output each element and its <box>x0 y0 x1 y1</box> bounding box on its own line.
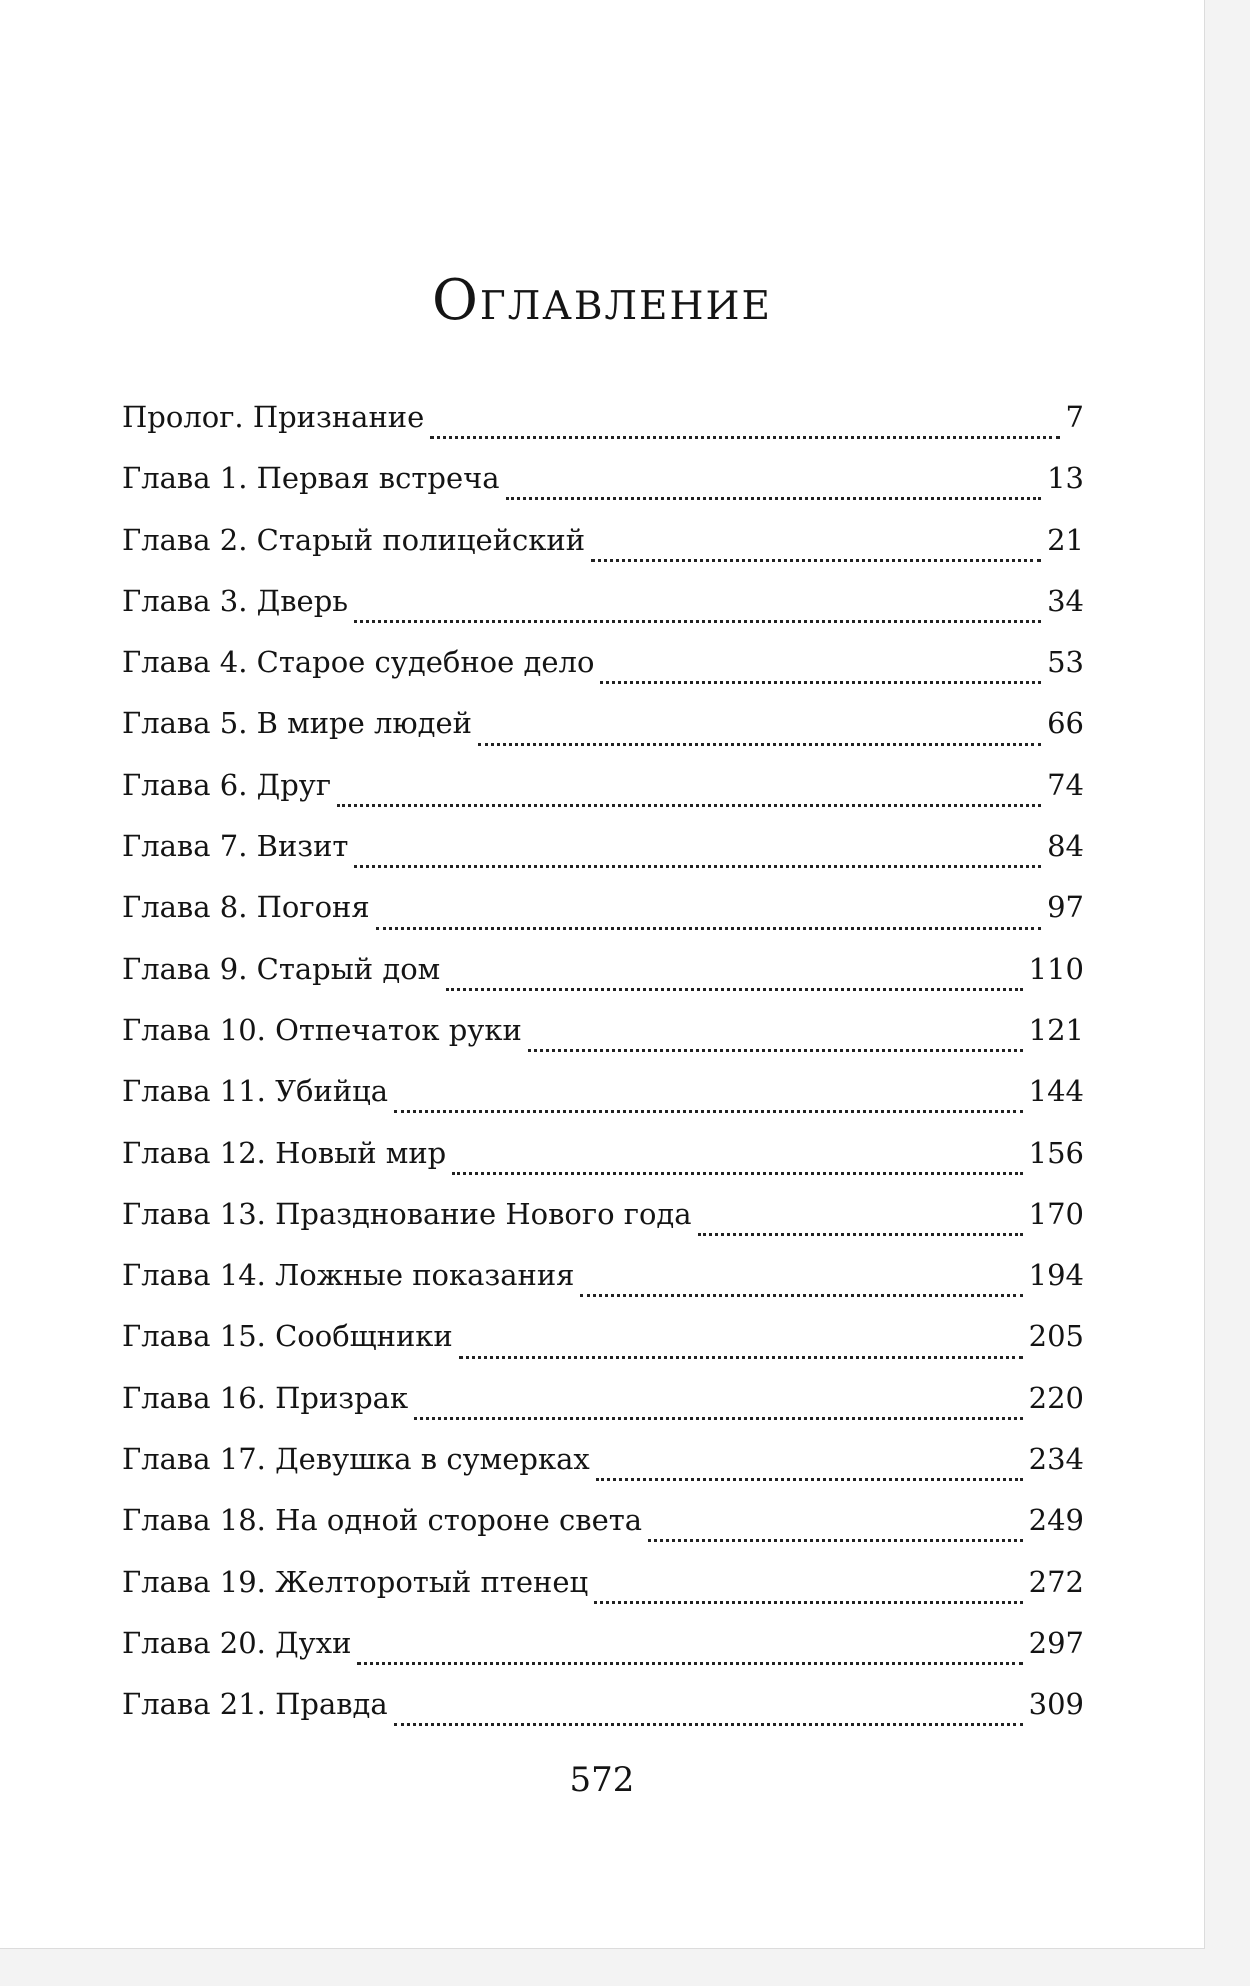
page-title: Оглавление <box>432 268 772 333</box>
toc-entry-page: 144 <box>1028 1074 1084 1109</box>
toc-entry-page: 34 <box>1047 583 1084 618</box>
dot-leader <box>414 1417 1023 1420</box>
toc-entry-title: Глава 9. Старый дом <box>122 951 441 986</box>
toc-entry-page: 297 <box>1028 1625 1084 1660</box>
toc-entry-page: 13 <box>1047 461 1084 496</box>
toc-entry-page: 220 <box>1028 1380 1084 1415</box>
dot-leader <box>446 988 1022 991</box>
toc-entry-page: 205 <box>1028 1319 1084 1354</box>
toc-entry[interactable] <box>122 1565 1084 1626</box>
dot-leader <box>506 497 1042 500</box>
toc-entry-title: Глава 16. Призрак <box>122 1380 409 1415</box>
toc-entry[interactable] <box>122 584 1084 645</box>
dot-leader <box>528 1049 1023 1052</box>
toc-entry[interactable] <box>122 1197 1084 1258</box>
toc-entry[interactable] <box>122 523 1084 584</box>
toc-entry[interactable] <box>122 400 1084 461</box>
toc-entry-title: Глава 8. Погоня <box>122 890 370 925</box>
dot-leader <box>594 1601 1023 1604</box>
toc-entry-title: Глава 11. Убийца <box>122 1074 389 1109</box>
toc-entry-title: Глава 14. Ложные показания <box>122 1258 575 1293</box>
toc-entry[interactable] <box>122 1074 1084 1135</box>
toc-entry-title: Глава 6. Друг <box>122 767 332 802</box>
toc-entry-page: 121 <box>1028 1012 1084 1047</box>
toc-entry-title: Глава 7. Визит <box>122 829 349 864</box>
toc-entry[interactable] <box>122 1381 1084 1442</box>
toc-entry-page: 249 <box>1028 1503 1084 1538</box>
dot-leader <box>698 1233 1023 1236</box>
page-number: 572 <box>569 1760 635 1800</box>
toc-entry[interactable] <box>122 768 1084 829</box>
toc-entry[interactable] <box>122 645 1084 706</box>
toc-entry-page: 97 <box>1047 890 1084 925</box>
toc-entry[interactable] <box>122 1258 1084 1319</box>
table-of-contents <box>122 400 1084 1749</box>
toc-entry-page: 21 <box>1047 522 1084 557</box>
toc-entry-page: 156 <box>1028 1135 1084 1170</box>
toc-entry[interactable] <box>122 461 1084 522</box>
toc-entry-title: Глава 17. Девушка в сумерках <box>122 1442 590 1477</box>
dot-leader <box>459 1356 1023 1359</box>
toc-entry-title: Глава 21. Правда <box>122 1687 388 1722</box>
dot-leader <box>376 927 1041 930</box>
toc-entry[interactable] <box>122 829 1084 890</box>
toc-entry-title: Глава 20. Духи <box>122 1625 352 1660</box>
dot-leader <box>394 1723 1023 1726</box>
toc-entry-title: Глава 4. Старое судебное дело <box>122 645 595 680</box>
toc-entry[interactable] <box>122 1687 1084 1748</box>
toc-entry-title: Глава 1. Первая встреча <box>122 461 500 496</box>
dot-leader <box>478 743 1041 746</box>
toc-entry-page: 7 <box>1065 400 1084 434</box>
dot-leader <box>354 865 1041 868</box>
toc-entry[interactable] <box>122 706 1084 767</box>
toc-entry-page: 272 <box>1028 1564 1084 1599</box>
toc-entry-title: Глава 19. Желторотый птенец <box>122 1564 589 1599</box>
toc-entry-title: Глава 13. Празднование Нового года <box>122 1196 692 1231</box>
toc-entry-page: 74 <box>1047 767 1084 802</box>
toc-entry-title: Глава 5. В мире людей <box>122 706 473 741</box>
toc-entry[interactable] <box>122 890 1084 951</box>
dot-leader <box>648 1539 1023 1542</box>
dot-leader <box>452 1172 1022 1175</box>
dot-leader <box>596 1478 1023 1481</box>
toc-entry-page: 53 <box>1047 645 1084 680</box>
dot-leader <box>337 804 1041 807</box>
toc-entry[interactable] <box>122 1319 1084 1380</box>
toc-entry[interactable] <box>122 1503 1084 1564</box>
toc-entry-title: Глава 18. На одной стороне света <box>122 1503 643 1538</box>
toc-entry-page: 170 <box>1028 1196 1084 1231</box>
toc-entry[interactable] <box>122 1442 1084 1503</box>
toc-entry-title: Глава 15. Сообщники <box>122 1319 453 1354</box>
toc-entry-page: 84 <box>1047 829 1084 864</box>
toc-entry-title: Пролог. Признание <box>122 400 425 434</box>
dot-leader <box>354 620 1041 623</box>
toc-entry-page: 194 <box>1028 1258 1084 1293</box>
dot-leader <box>430 436 1059 439</box>
toc-entry-title: Глава 2. Старый полицейский <box>122 522 586 557</box>
toc-entry-title: Глава 12. Новый мир <box>122 1135 447 1170</box>
toc-entry-title: Глава 3. Дверь <box>122 583 349 618</box>
toc-entry[interactable] <box>122 1013 1084 1074</box>
toc-entry-page: 66 <box>1047 706 1084 741</box>
toc-entry[interactable] <box>122 952 1084 1013</box>
toc-entry-page: 234 <box>1028 1442 1084 1477</box>
toc-entry-title: Глава 10. Отпечаток руки <box>122 1012 522 1047</box>
dot-leader <box>394 1110 1023 1113</box>
toc-entry-page: 309 <box>1028 1687 1084 1722</box>
toc-entry[interactable] <box>122 1136 1084 1197</box>
dot-leader <box>591 559 1041 562</box>
toc-entry-page: 110 <box>1028 951 1084 986</box>
toc-entry[interactable] <box>122 1626 1084 1687</box>
dot-leader <box>580 1294 1022 1297</box>
dot-leader <box>600 681 1041 684</box>
dot-leader <box>357 1662 1022 1665</box>
